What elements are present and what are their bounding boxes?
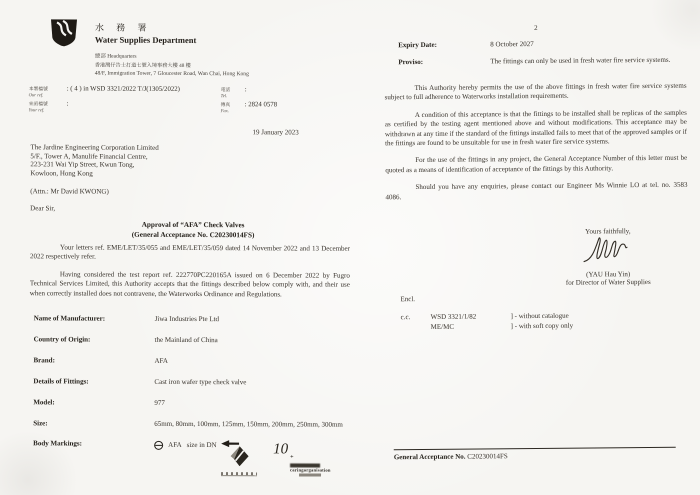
tel-label-cn: 電話 — [220, 88, 231, 94]
tel-fax-block — [221, 86, 278, 116]
row-value: The fittings can only be used in fresh water fire service systems. — [490, 56, 671, 66]
body-marking-size: size in DN — [186, 440, 217, 450]
signatory-name: (YAU Hau Yin) — [586, 270, 631, 279]
row-value: 65mm, 80mm, 100mm, 125mm, 150mm, 200mm, 250mm, 300mm — [154, 419, 343, 429]
subject-line-2: (General Acceptance No. C20230014FS) — [131, 230, 255, 240]
letter-body — [385, 82, 688, 211]
tel-row — [221, 86, 278, 98]
recipient-line: 5/F., Tower A, Manulife Financial Centre, — [30, 151, 148, 161]
paragraph: Having considered the test report ref. 222770PC220165A issued on 6 December 2022 by Fugro Technical Services Limited, this Authority accepts that the fittings described below comply with, and their use when correctly installed does not contravene, the Waterworks Ordinance and Regulations. — [29, 270, 350, 299]
paragraph: A condition of this acceptance is that the fittings to be installed shall be replicas of the samples as certified by the testing agent mentioned above and without modifications. This acceptance may be withdrawn at any time if the standard of the fittings installed fails to meet that of the approved samples or if the fittings are found to be unsuitable for use in fresh water fire service systems. — [384, 108, 688, 148]
caring-organisation-text: caringorganisation — [290, 467, 331, 473]
row-label: Model: — [33, 397, 55, 407]
row-label: Body Markings: — [33, 439, 82, 448]
our-ref-value: : ( 4 ) in WSD 3321/2022 T/J(1305/2022) — [66, 85, 180, 93]
recipient-line: Kowloon, Hong Kong — [30, 169, 93, 178]
caring-sub-caption — [299, 473, 321, 476]
table-row — [33, 398, 357, 409]
reference-block — [29, 85, 180, 116]
department-name-cn: 水 務 署 — [94, 22, 152, 33]
row-value: Jiwa Industries Pte Ltd — [154, 314, 220, 324]
quality-award-logo-icon — [221, 446, 257, 476]
table-row — [33, 377, 357, 388]
row-label: Expiry Date: — [398, 40, 437, 50]
attention-line: (Attn.: Mr David KWONG) — [30, 187, 109, 196]
caring-plus: + — [290, 454, 294, 461]
row-value: the Mainland of China — [154, 335, 218, 345]
row-label: Size: — [33, 418, 48, 427]
table-row — [34, 314, 358, 325]
row-label: Proviso: — [398, 58, 424, 67]
cc-label: c.c. — [400, 313, 411, 322]
conditions-block — [398, 39, 698, 76]
fax-label-en: Fax. — [220, 108, 229, 114]
our-ref-label-en: Our ref. — [28, 92, 44, 98]
subject-line-1: Approval of “AFA” Check Valves — [141, 220, 245, 230]
signature-icon — [538, 235, 678, 269]
recipient-address — [30, 143, 158, 178]
acceptance-footer-value: C20230014FS — [467, 451, 508, 461]
department-header — [95, 21, 249, 78]
paragraph: This Authority hereby permits the use of the above fittings in fresh water fire service systems subject to full adherence to Waterworks installation requirements. — [384, 81, 687, 102]
row-label: Name of Manufacturer: — [33, 314, 106, 323]
cc-note: ] - without catalogue — [510, 311, 569, 321]
cc-note: ] - with soft copy only — [510, 321, 574, 330]
subject-heading — [20, 219, 366, 241]
caring-banner — [290, 463, 320, 467]
fax-value: : 2824 0578 — [244, 101, 278, 109]
paragraph: Should you have any enquiries, please contact our Engineer Ms Winnie LO at tel. no. 3583 4086. — [385, 180, 688, 201]
quality-award-caption — [221, 472, 257, 476]
address-english: 48/F, Immigration Tower, 7 Gloucester Road, Wan Chai, Hong Kong — [94, 70, 249, 78]
proviso-row — [398, 56, 698, 68]
enclosure-note: Encl. — [400, 295, 416, 304]
expiry-row — [398, 39, 698, 51]
row-label: Details of Fittings: — [33, 377, 89, 386]
paragraph: For the use of the fittings in any project, the General Acceptance Number of this letter must be quoted as a means of identification of acceptance of the fittings by this Authority. — [385, 154, 688, 175]
letter-date: 19 January 2023 — [252, 128, 299, 137]
salutation: Dear Sir, — [30, 204, 56, 213]
paragraph: Your letters ref. EME/LET/35/055 and EME/LET/35/059 dated 14 November 2022 and 13 December 2022 respectively refer. — [29, 243, 351, 261]
fax-row — [221, 101, 278, 113]
body-marking-brand: AFA — [168, 440, 182, 449]
table-row — [34, 335, 358, 346]
closing-block — [538, 227, 679, 287]
headquarters-line: 總部 Headquarters — [94, 53, 137, 60]
acceptance-footer-label: General Acceptance No. — [393, 452, 466, 461]
recipient-line: The Jardine Engineering Corporation Limited — [30, 143, 159, 152]
cc-ref: ME/MC — [430, 322, 455, 331]
row-value: Cast iron wafer type check valve — [154, 377, 247, 386]
our-ref-row — [29, 85, 180, 98]
row-label: Brand: — [33, 356, 55, 365]
cc-block — [401, 312, 574, 333]
table-row — [33, 356, 357, 367]
fax-label-cn: 傳真 — [220, 103, 231, 109]
page-number: 2 — [534, 23, 538, 33]
valve-mark-icon — [154, 441, 163, 450]
your-ref-label-en: Your ref. — [28, 107, 45, 113]
your-ref-value: : — [66, 100, 69, 108]
row-label: Country of Origin: — [33, 335, 91, 344]
recipient-line: 223-231 Wai Yip Street, Kwun Tong, — [30, 160, 135, 169]
signatory-title: for Director of Water Supplies — [565, 278, 651, 287]
closing-phrase: Yours faithfully, — [585, 227, 631, 236]
tel-value: : — [244, 86, 247, 94]
your-ref-row — [29, 100, 180, 113]
address-chinese: 香港灣仔告士打道七號入境事務大樓 48 樓 — [94, 62, 191, 69]
letter-page-2 — [376, 9, 698, 492]
row-value: AFA — [154, 356, 169, 365]
certification-logos — [221, 442, 331, 476]
caring-organisation-logo — [273, 442, 331, 476]
department-name-en: Water Supplies Department — [94, 34, 197, 46]
letter-body — [30, 243, 350, 307]
fittings-table — [33, 314, 358, 463]
acceptance-footer — [394, 447, 676, 461]
our-ref-label-cn: 本署檔號 — [28, 87, 48, 93]
letter-page-1 — [19, 9, 367, 491]
tel-label-en: Tel. — [220, 93, 228, 99]
cc-ref: WSD 3321/1/82 — [430, 312, 477, 321]
your-ref-label-cn: 來函檔號 — [28, 102, 48, 108]
row-value: 977 — [154, 398, 165, 407]
wsd-logo-icon — [49, 18, 79, 52]
row-value: 8 October 2027 — [490, 40, 534, 49]
table-row — [33, 419, 357, 430]
caring-number: 10 — [273, 441, 289, 458]
